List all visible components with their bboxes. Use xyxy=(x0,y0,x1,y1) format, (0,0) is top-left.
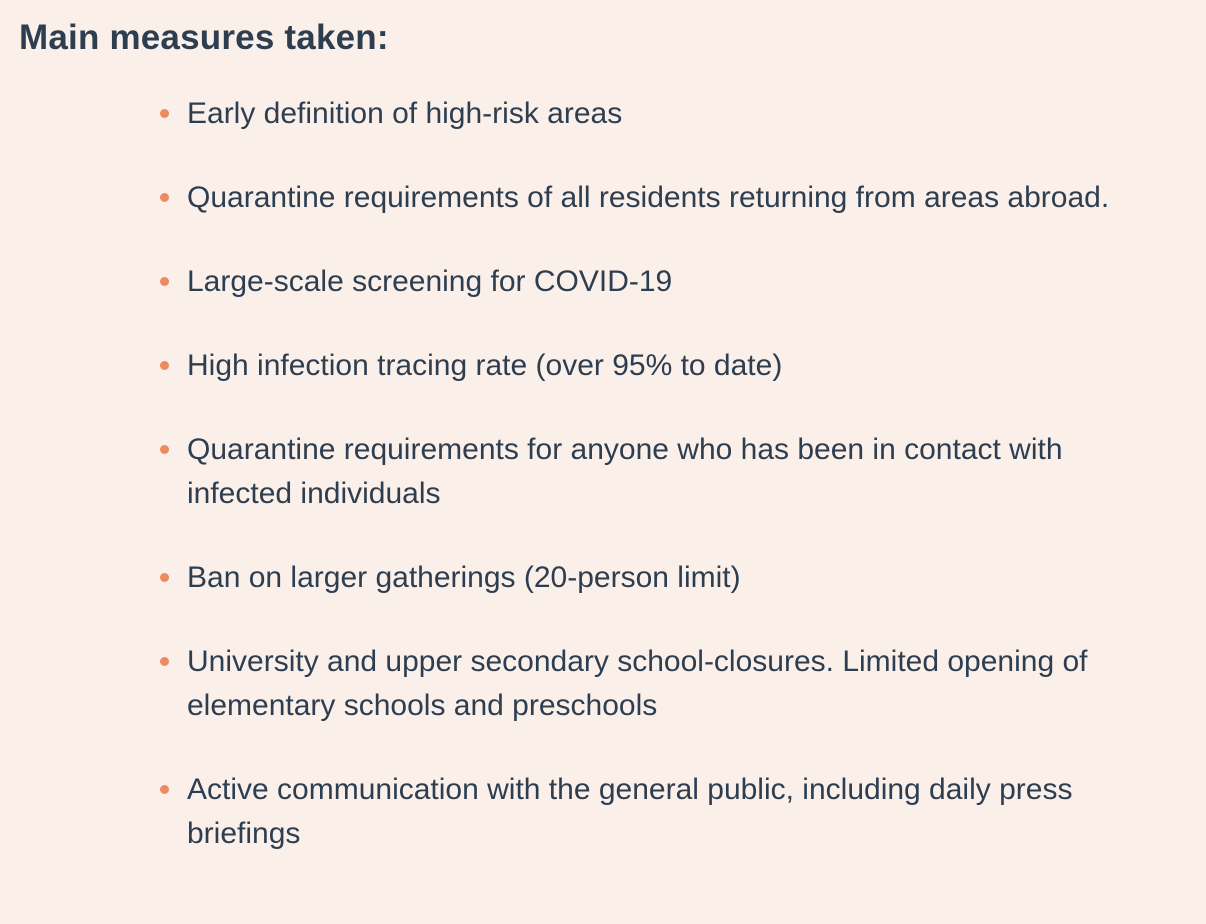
list-item-text: High infection tracing rate (over 95% to date) xyxy=(187,349,783,382)
list-item-text: Active communication with the general public, including daily press briefings xyxy=(187,773,1073,850)
bullet-dot-icon xyxy=(160,109,169,118)
list-item-text: Quarantine requirements for anyone who has been in contact with infected individuals xyxy=(187,433,1063,510)
list-item xyxy=(160,556,1170,600)
bullet-dot-icon xyxy=(160,361,169,370)
measures-list xyxy=(160,92,1170,896)
bullet-dot-icon xyxy=(160,193,169,202)
list-item xyxy=(160,344,1170,388)
list-item-text: Ban on larger gatherings (20-person limit) xyxy=(187,561,741,594)
list-item-text: University and upper secondary school-closures. Limited opening of elementary schools and preschools xyxy=(187,645,1088,722)
list-item-text: Large-scale screening for COVID-19 xyxy=(187,265,673,298)
list-item xyxy=(160,92,1170,136)
list-item xyxy=(160,260,1170,304)
list-item xyxy=(160,176,1170,220)
list-item xyxy=(160,428,1170,516)
bullet-dot-icon xyxy=(160,785,169,794)
bullet-dot-icon xyxy=(160,277,169,286)
bullet-dot-icon xyxy=(160,573,169,582)
list-item xyxy=(160,640,1170,728)
section-heading: Main measures taken: xyxy=(19,18,389,57)
bullet-dot-icon xyxy=(160,445,169,454)
list-item-text: Quarantine requirements of all residents returning from areas abroad. xyxy=(187,181,1110,214)
bullet-dot-icon xyxy=(160,657,169,666)
list-item xyxy=(160,768,1170,856)
list-item-text: Early definition of high-risk areas xyxy=(187,97,623,130)
